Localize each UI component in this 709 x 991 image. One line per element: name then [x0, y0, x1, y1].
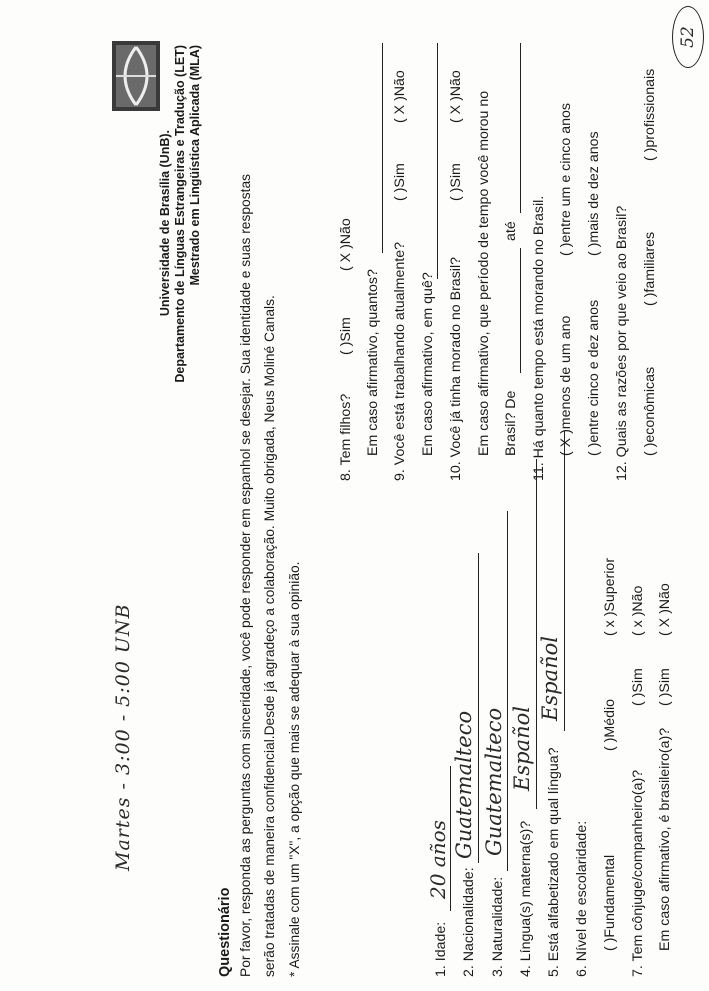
q8-label: 8. Tem filhos?: [338, 393, 354, 481]
q8-answer-line: [382, 43, 383, 253]
q10-label: 10. Você já tinha morado no Brasil?: [448, 257, 464, 481]
q11-option-five-to-ten: ( )entre cinco e dez anos: [586, 299, 602, 456]
q10-followup-from: Brasil? De: [503, 390, 519, 456]
header-university: Universidade de Brasília (UnB).: [158, 130, 172, 317]
q12-label: 12. Quais as razões por que veio ao Brasil?: [614, 205, 630, 481]
q5-label: 5. Está alfabetizado em qual língua?: [546, 747, 562, 977]
q9-followup: Em caso afirmativo, em quê?: [420, 272, 436, 456]
q2-answer-line: [478, 553, 479, 863]
q7-option-sim: ( )Sim: [630, 668, 646, 706]
q7-label: 7. Tem cônjuge/companheiro(a)?: [630, 769, 646, 977]
q10-to-line: [520, 43, 521, 213]
q10-from-line: [520, 248, 521, 373]
q7-followup-sim: ( )Sim: [657, 668, 673, 706]
q8-option-nao: ( X )Não: [338, 218, 354, 271]
intro-line-2: serão tratadas de maneira confidencial.Desde já agradeço a colaboração. Muito obrigada, Neus Moliné Canals.: [262, 295, 277, 977]
q10-followup: Em caso afirmativo, que período de tempo você morou no: [476, 90, 492, 456]
q9-option-nao: ( X )Não: [392, 70, 408, 123]
q5-answer: Español: [538, 636, 562, 721]
q4-label: 4. Língua(s) materna(s)?: [518, 820, 534, 977]
q1-label: 1. Idade:: [433, 921, 449, 977]
q11-option-one-to-five: ( )entre um e cinco anos: [558, 103, 574, 256]
q10-followup-to: até: [503, 221, 519, 241]
q10-option-nao: ( X )Não: [448, 70, 464, 123]
header-program: Mestrado em Lingüística Aplicada (MLA): [188, 45, 202, 286]
q5-answer-line: [564, 431, 565, 731]
q9-label: 9. Você está trabalhando atualmente?: [392, 242, 408, 481]
q2-label: 2. Nacionalidade:: [461, 867, 477, 977]
q7-option-nao: ( x )Não: [630, 585, 646, 636]
q10-option-sim: ( )Sim: [448, 163, 464, 201]
questionnaire-title: Questionário: [217, 887, 233, 977]
q12-option-familiares: ( )familiares: [642, 231, 658, 306]
q8-option-sim: ( )Sim: [338, 317, 354, 355]
unb-logo-icon: [112, 41, 160, 111]
q6-option-superior: ( x )Superior: [602, 557, 618, 636]
q3-answer: Guatemalteco: [482, 707, 506, 856]
respondent-code: 52: [678, 26, 698, 48]
q9-answer-line: [437, 43, 438, 279]
q11-label: 11. Há quanto tempo está morando no Brasil.: [531, 195, 547, 481]
q6-label: 6. Nível de escolaridade:: [574, 820, 590, 977]
q8-followup: Em caso afirmativo, quantos?: [365, 269, 381, 456]
q12-option-economicas: ( )econômicas: [642, 366, 658, 456]
q1-answer: 20 años: [426, 820, 450, 899]
q11-option-more-than-ten: ( )mais de dez anos: [586, 131, 602, 256]
q12-option-profissionais: ( )profissionais: [642, 68, 658, 161]
q4-answer: Español: [510, 706, 534, 791]
q3-answer-line: [507, 511, 508, 871]
q7-followup: Em caso afirmativo, é brasileiro(a)?: [657, 727, 673, 951]
header-department: Departamento de Línguas Estrangeiras e Tradução (LET): [173, 45, 187, 383]
q3-label: 3. Naturalidade:: [490, 876, 506, 977]
q11-option-less-than-one: ( X )menos de um ano: [558, 315, 574, 456]
intro-line-1: Por favor, responda as perguntas com sinceridade, você pode responder em espanhol se desejar. Sua identidade e suas respostas: [238, 173, 253, 977]
schedule-note: Martes - 3:00 - 5:00 UNB: [112, 603, 134, 871]
q6-option-medio: ( )Médio: [602, 698, 618, 751]
q7-followup-nao: ( X )Não: [657, 583, 673, 636]
q2-answer: Guatemalteco: [452, 710, 476, 859]
q1-answer-line: [450, 766, 451, 911]
q4-answer-line: [536, 459, 537, 809]
q9-option-sim: ( )Sim: [392, 163, 408, 201]
q6-option-fundamental: ( )Fundamental: [602, 854, 618, 951]
intro-line-3: * Assinale com um "X", a opção que mais se adequar à sua opinião.: [287, 561, 302, 977]
